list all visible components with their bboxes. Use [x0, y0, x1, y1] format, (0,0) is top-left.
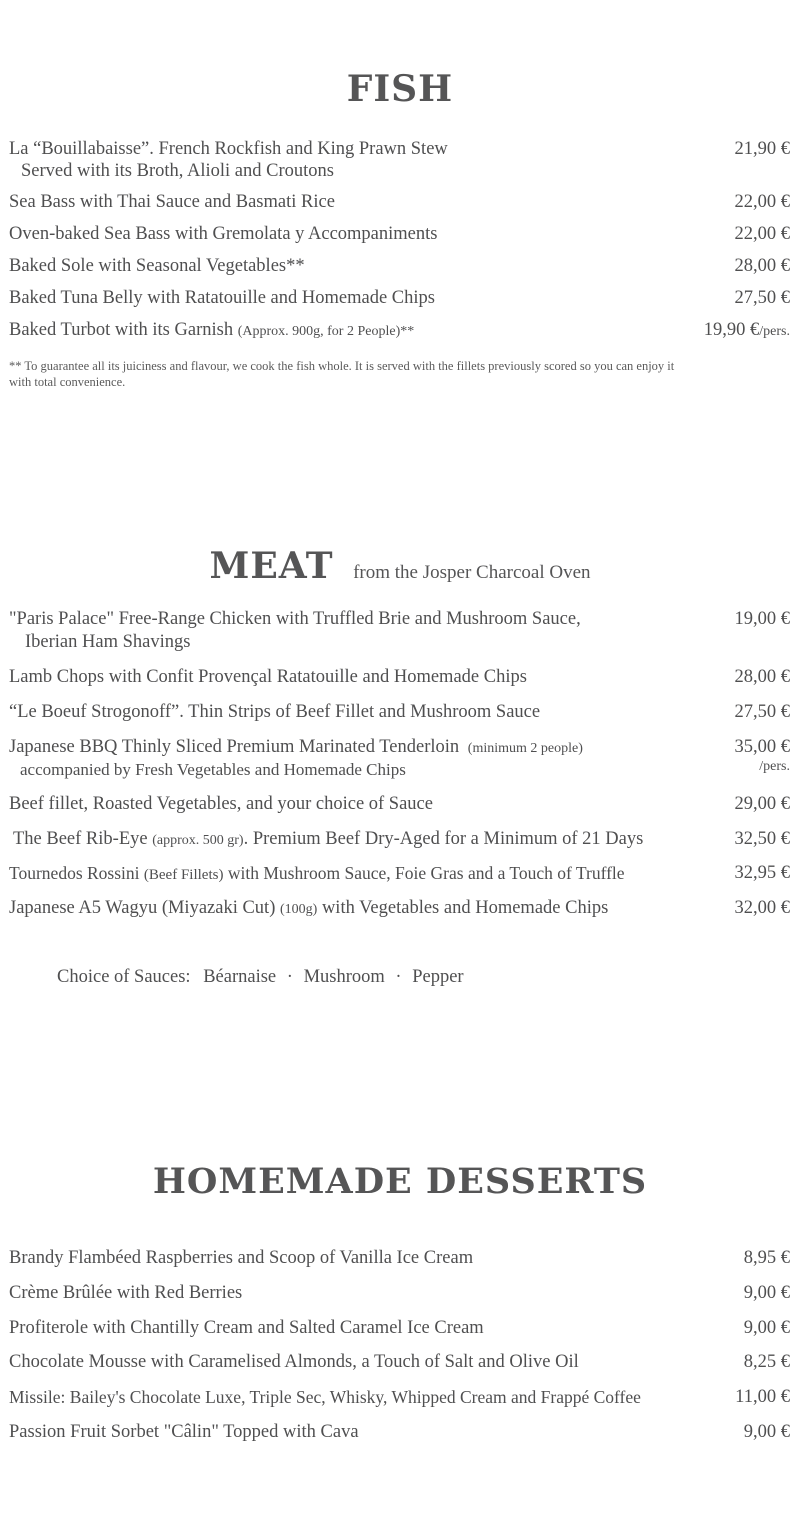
- item-name-rest: . Premium Beef Dry-Aged for a Minimum of 21 Days: [243, 829, 644, 849]
- item-price: 8,25 €: [743, 1352, 790, 1372]
- separator-dot: ·: [286, 967, 293, 987]
- item-price: 28,00 €: [734, 667, 790, 687]
- item-name: Tournedos Rossini: [9, 863, 140, 883]
- item-price-group: [704, 319, 790, 343]
- item-name: Baked Sole with Seasonal Vegetables**: [9, 256, 305, 276]
- item-price: 22,00 €: [734, 192, 790, 212]
- item-price: 9,00 €: [743, 1283, 790, 1303]
- meat-heading-row: [0, 545, 800, 587]
- item-name: Japanese A5 Wagyu (Miyazaki Cut): [9, 898, 276, 918]
- item-price: 21,90 €: [734, 139, 790, 159]
- separator-dot: ·: [395, 967, 402, 987]
- item-price: 19,90 €: [703, 320, 760, 340]
- item-name: Baked Turbot with its Garnish: [9, 320, 234, 340]
- sauces-label: Choice of Sauces:: [57, 967, 191, 987]
- item-price: 28,00 €: [734, 256, 790, 276]
- item-name: Brandy Flambéed Raspberries and Scoop of Vanilla Ice Cream: [9, 1248, 474, 1268]
- item-name: La “Bouillabaisse”. French Rockfish and King Prawn Stew: [9, 139, 448, 159]
- item-description: Served with its Broth, Alioli and Croutons: [21, 161, 334, 181]
- item-name: Profiterole with Chantilly Cream and Salted Caramel Ice Cream: [9, 1318, 484, 1338]
- item-description: Iberian Ham Shavings: [25, 632, 191, 652]
- item-name-group: [13, 828, 643, 852]
- fish-heading: FISH: [346, 68, 454, 110]
- item-name-group: [9, 862, 625, 886]
- sauces-line: [57, 966, 757, 988]
- item-note: (Approx. 900g, for 2 People)**: [237, 324, 415, 339]
- item-name-group: [9, 897, 608, 921]
- meat-subheading: from the Josper Charcoal Oven: [353, 562, 591, 583]
- fish-footnote: ** To guarantee all its juiciness and flavour, we cook the fish whole. It is served with the fillets previously scored so you can enjoy it with total convenience.: [9, 359, 675, 389]
- item-price: 29,00 €: [734, 794, 790, 814]
- item-price: 32,95 €: [734, 863, 790, 883]
- item-price: 8,95 €: [743, 1248, 790, 1268]
- item-name: "Paris Palace" Free-Range Chicken with Truffled Brie and Mushroom Sauce,: [9, 609, 581, 629]
- meat-heading: MEAT: [209, 545, 334, 587]
- item-price-unit: /pers.: [759, 759, 790, 774]
- item-price: 9,00 €: [743, 1422, 790, 1442]
- item-name-rest: with Vegetables and Homemade Chips: [321, 898, 609, 918]
- desserts-heading: HOMEMADE DESSERTS: [152, 1161, 648, 1202]
- item-note: (approx. 500 gr): [152, 833, 244, 848]
- item-name: Passion Fruit Sorbet "Câlin" Topped with Cava: [9, 1422, 359, 1442]
- item-name: Beef fillet, Roasted Vegetables, and your choice of Sauce: [9, 794, 433, 814]
- sauce-option: Pepper: [412, 967, 464, 987]
- item-price: 27,50 €: [734, 288, 790, 308]
- item-name: Japanese BBQ Thinly Sliced Premium Marinated Tenderloin: [9, 737, 460, 757]
- item-note: (100g): [279, 902, 318, 917]
- sauce-option: Mushroom: [303, 967, 385, 987]
- item-description: accompanied by Fresh Vegetables and Homemade Chips: [20, 760, 406, 779]
- item-price: 19,00 €: [734, 609, 790, 629]
- item-price: 22,00 €: [734, 224, 790, 244]
- item-name-group: [9, 319, 414, 343]
- item-name: The Beef Rib-Eye: [13, 829, 148, 849]
- item-price-unit: /pers.: [759, 324, 790, 339]
- item-name: Lamb Chops with Confit Provençal Ratatouille and Homemade Chips: [9, 667, 527, 687]
- item-name: Chocolate Mousse with Caramelised Almonds, a Touch of Salt and Olive Oil: [9, 1352, 579, 1372]
- sauce-option: Béarnaise: [203, 967, 277, 987]
- item-price: 11,00 €: [735, 1387, 790, 1407]
- item-price: 35,00 €: [734, 737, 790, 757]
- item-price: 32,00 €: [734, 898, 790, 918]
- item-name: Baked Tuna Belly with Ratatouille and Homemade Chips: [9, 288, 435, 308]
- item-price: 27,50 €: [734, 702, 790, 722]
- item-name: “Le Boeuf Strogonoff”. Thin Strips of Beef Fillet and Mushroom Sauce: [9, 702, 541, 722]
- item-name: Oven-baked Sea Bass with Gremolata y Accompaniments: [9, 224, 438, 244]
- item-name: Crème Brûlée with Red Berries: [9, 1283, 243, 1303]
- item-name-group: [9, 736, 583, 760]
- item-name-rest: with Mushroom Sauce, Foie Gras and a Touch of Truffle: [227, 863, 625, 883]
- item-note: (minimum 2 people): [467, 741, 583, 756]
- item-name: Sea Bass with Thai Sauce and Basmati Rice: [9, 192, 335, 212]
- item-note: (Beef Fillets): [143, 867, 224, 883]
- item-name: Missile: Bailey's Chocolate Luxe, Triple Sec, Whisky, Whipped Cream and Frappé Coffee: [9, 1387, 641, 1407]
- item-price: 32,50 €: [734, 829, 790, 849]
- item-price: 9,00 €: [743, 1318, 790, 1338]
